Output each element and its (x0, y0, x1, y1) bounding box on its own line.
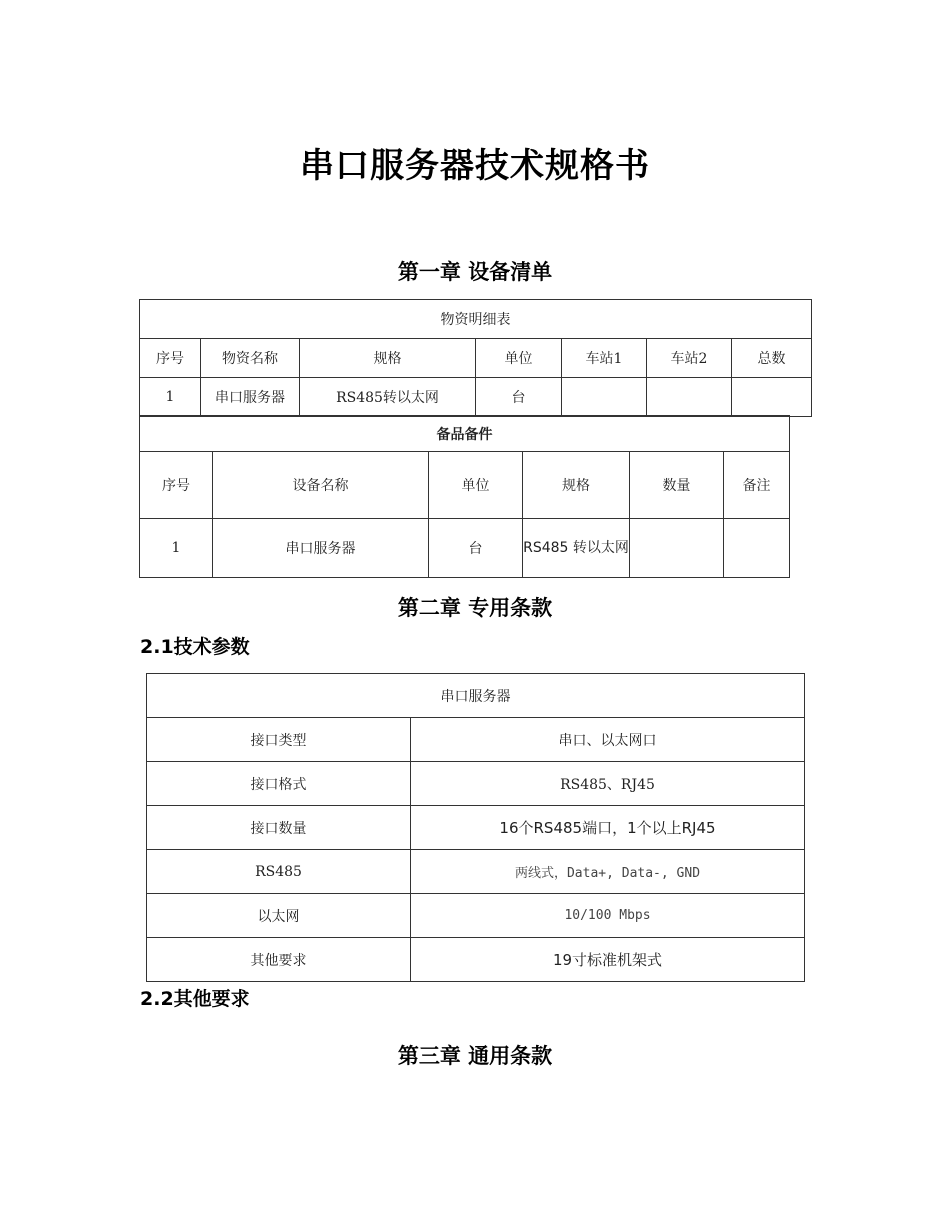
materials-header-cell: 序号 (140, 339, 201, 378)
table-cell: 台 (476, 378, 562, 417)
spare-header-cell: 序号 (140, 452, 213, 519)
spare-header-cell: 设备名称 (213, 452, 429, 519)
spare-header-cell: 单位 (429, 452, 523, 519)
spare-header-cell: 备注 (724, 452, 790, 519)
table-row (147, 762, 805, 806)
materials-header-cell: 总数 (732, 339, 812, 378)
table-row (147, 938, 805, 982)
spec-label: 以太网 (147, 894, 411, 938)
table-row (140, 519, 790, 578)
spec-label: 接口格式 (147, 762, 411, 806)
table-cell: 1 (140, 519, 213, 578)
chapter-3-heading: 第三章 通用条款 (397, 1044, 553, 1068)
spec-label: RS485 (147, 850, 411, 894)
table-cell (732, 378, 812, 417)
spec-caption-row (147, 674, 805, 718)
materials-header-cell: 单位 (476, 339, 562, 378)
spare-caption-row (140, 416, 790, 452)
spec-value: 10/100 Mbps (411, 894, 805, 938)
table-cell (724, 519, 790, 578)
materials-header-row (140, 339, 812, 378)
spec-caption: 串口服务器 (147, 674, 805, 718)
table-row (147, 806, 805, 850)
spec-value: 两线式，Data+, Data-, GND (411, 850, 805, 894)
materials-header-cell: 物资名称 (201, 339, 300, 378)
table-cell (647, 378, 732, 417)
spare-header-row (140, 452, 790, 519)
spec-label: 接口数量 (147, 806, 411, 850)
table-row (140, 378, 812, 417)
spec-label: 接口类型 (147, 718, 411, 762)
spare-parts-table (139, 415, 790, 578)
spare-header-cell: 数量 (630, 452, 724, 519)
table-cell: 串口服务器 (213, 519, 429, 578)
materials-header-cell: 车站2 (647, 339, 732, 378)
table-cell (630, 519, 724, 578)
materials-header-cell: 规格 (300, 339, 476, 378)
spare-caption: 备品备件 (140, 416, 790, 452)
section-2-2-heading: 2.2其他要求 (140, 988, 250, 1010)
table-row (147, 894, 805, 938)
spec-value: 16个RS485端口，1个以上RJ45 (411, 806, 805, 850)
table-cell: RS485 转以太网 (523, 519, 630, 578)
table-row (147, 850, 805, 894)
spec-value: 串口、以太网口 (411, 718, 805, 762)
table-cell (562, 378, 647, 417)
materials-caption-row (140, 300, 812, 339)
materials-table (139, 299, 812, 417)
spec-value: RS485、RJ45 (411, 762, 805, 806)
spec-label: 其他要求 (147, 938, 411, 982)
table-cell: RS485转以太网 (300, 378, 476, 417)
spec-value: 19寸标准机架式 (411, 938, 805, 982)
spec-table (146, 673, 805, 982)
spare-header-cell: 规格 (523, 452, 630, 519)
document-title: 串口服务器技术规格书 (300, 146, 650, 186)
table-cell: 台 (429, 519, 523, 578)
materials-header-cell: 车站1 (562, 339, 647, 378)
materials-caption: 物资明细表 (140, 300, 812, 339)
table-cell: 串口服务器 (201, 378, 300, 417)
section-2-1-heading: 2.1技术参数 (140, 636, 250, 658)
chapter-2-heading: 第二章 专用条款 (397, 596, 553, 620)
table-cell: 1 (140, 378, 201, 417)
table-row (147, 718, 805, 762)
chapter-1-heading: 第一章 设备清单 (397, 260, 553, 284)
